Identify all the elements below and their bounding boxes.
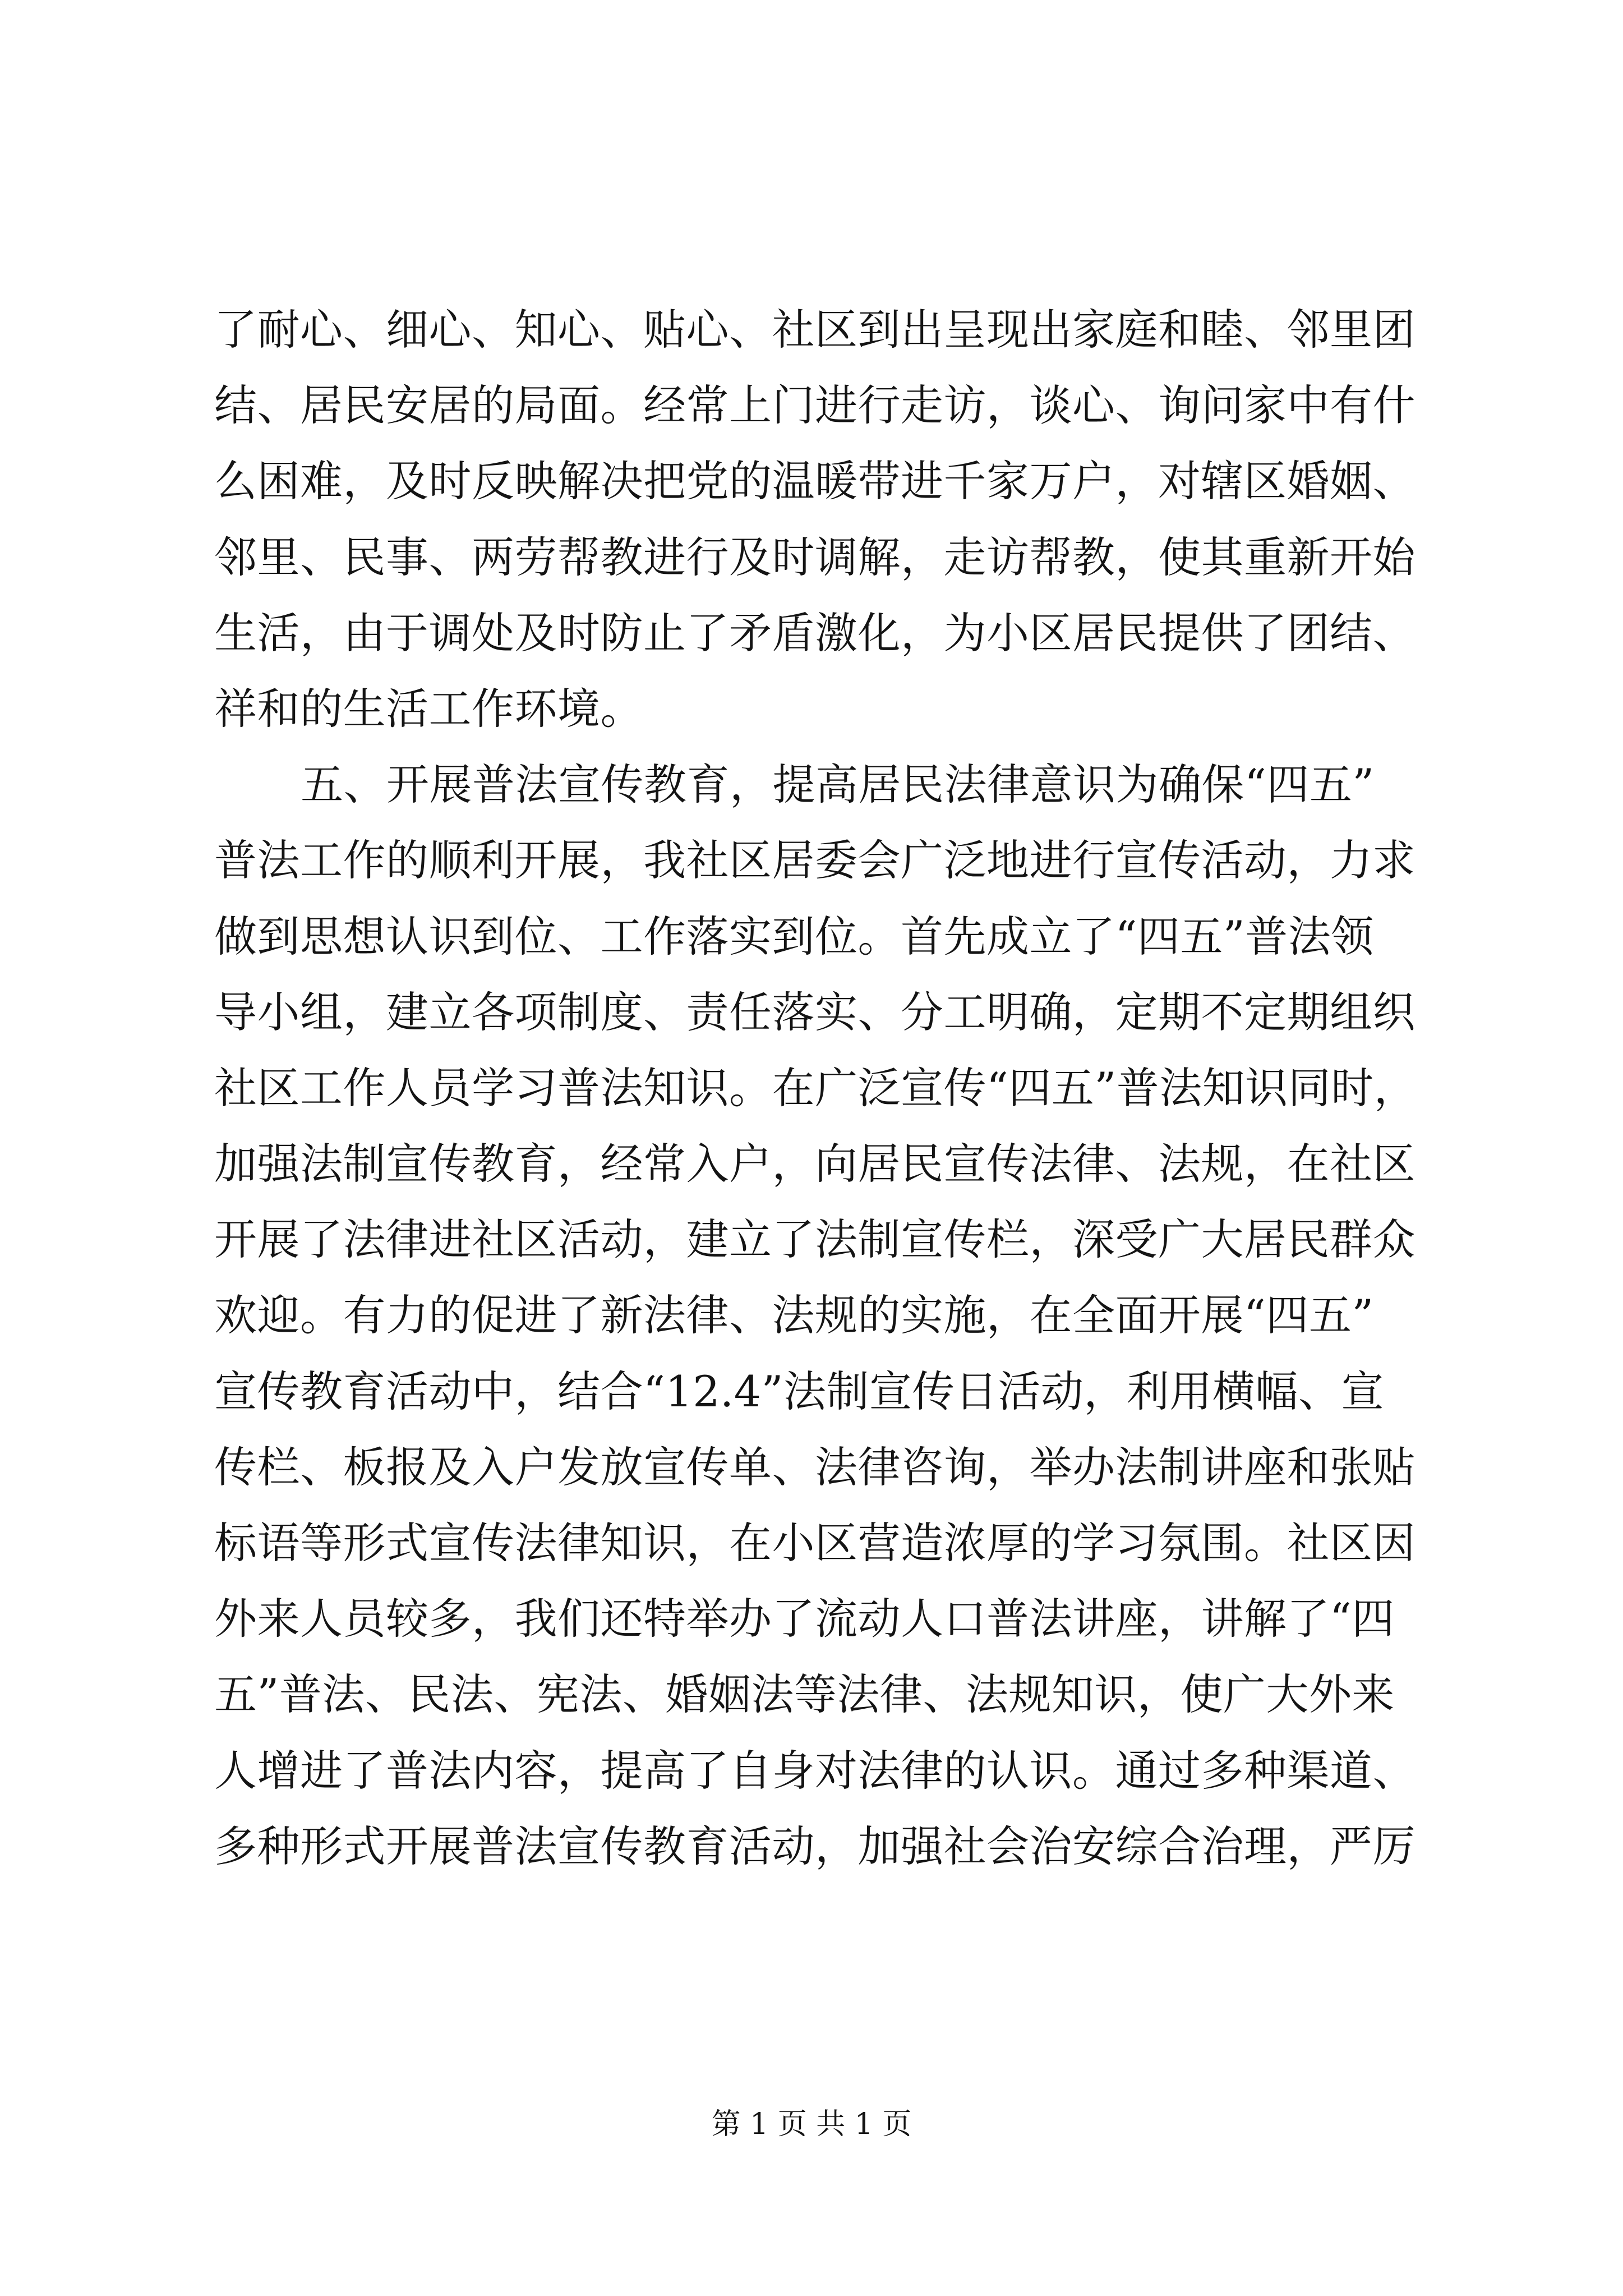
text-line: 开展了法律进社区活动，建立了法制宣传栏，深受广大居民群众	[214, 1214, 1415, 1265]
text-line: 外来人员较多，我们还特举办了流动人口普法讲座，讲解了“四	[214, 1594, 1395, 1644]
document-body	[214, 292, 1417, 1884]
text-line: 了耐心、细心、知心、贴心、社区到出呈现出家庭和睦、邻里团	[214, 305, 1415, 355]
section-heading-line: 五、开展普法宣传教育，提高居民法律意识为确保“四五”	[301, 760, 1375, 810]
text-line: 结、居民安居的局面。经常上门进行走访，谈心、询问家中有什	[214, 380, 1415, 431]
text-line: 传栏、板报及入户发放宣传单、法律咨询，举办法制讲座和张贴	[214, 1442, 1415, 1492]
text-line: 导小组，建立各项制度、责任落实、分工明确，定期不定期组织	[214, 987, 1415, 1037]
text-line: 欢迎。有力的促进了新法律、法规的实施，在全面开展“四五”	[214, 1290, 1374, 1341]
text-line: 社区工作人员学习普法知识。在广泛宣传“四五”普法知识同时，	[214, 1062, 1417, 1113]
text-line: 五”普法、民法、宪法、婚姻法等法律、法规知识，使广大外来	[214, 1669, 1395, 1720]
page-footer	[0, 2105, 1623, 2144]
text-line: 么困难，及时反映解决把党的温暖带进千家万户，对辖区婚姻、	[214, 456, 1415, 507]
text-line: 普法工作的顺利开展，我社区居委会广泛地进行宣传活动，力求	[214, 835, 1415, 886]
text-line: 祥和的生活工作环境。	[214, 683, 643, 734]
text-line: 生活，由于调处及时防止了矛盾激化，为小区居民提供了团结、	[214, 608, 1415, 658]
text-line: 做到思想认识到位、工作落实到位。首先成立了“四五”普法领	[214, 911, 1374, 961]
text-line: 加强法制宣传教育，经常入户，向居民宣传法律、法规，在社区	[214, 1139, 1415, 1189]
text-line: 标语等形式宣传法律知识，在小区营造浓厚的学习氛围。社区因	[214, 1518, 1415, 1568]
text-line: 邻里、民事、两劳帮教进行及时调解，走访帮教，使其重新开始	[214, 532, 1415, 582]
page-number-label: 第 1 页 共 1 页	[711, 2108, 912, 2141]
text-line: 宣传教育活动中，结合“12.4”法制宣传日活动，利用横幅、宣	[214, 1366, 1384, 1416]
text-line: 多种形式开展普法宣传教育活动，加强社会治安综合治理，严厉	[214, 1821, 1415, 1871]
text-line: 人增进了普法内容，提高了自身对法律的认识。通过多种渠道、	[214, 1745, 1415, 1796]
